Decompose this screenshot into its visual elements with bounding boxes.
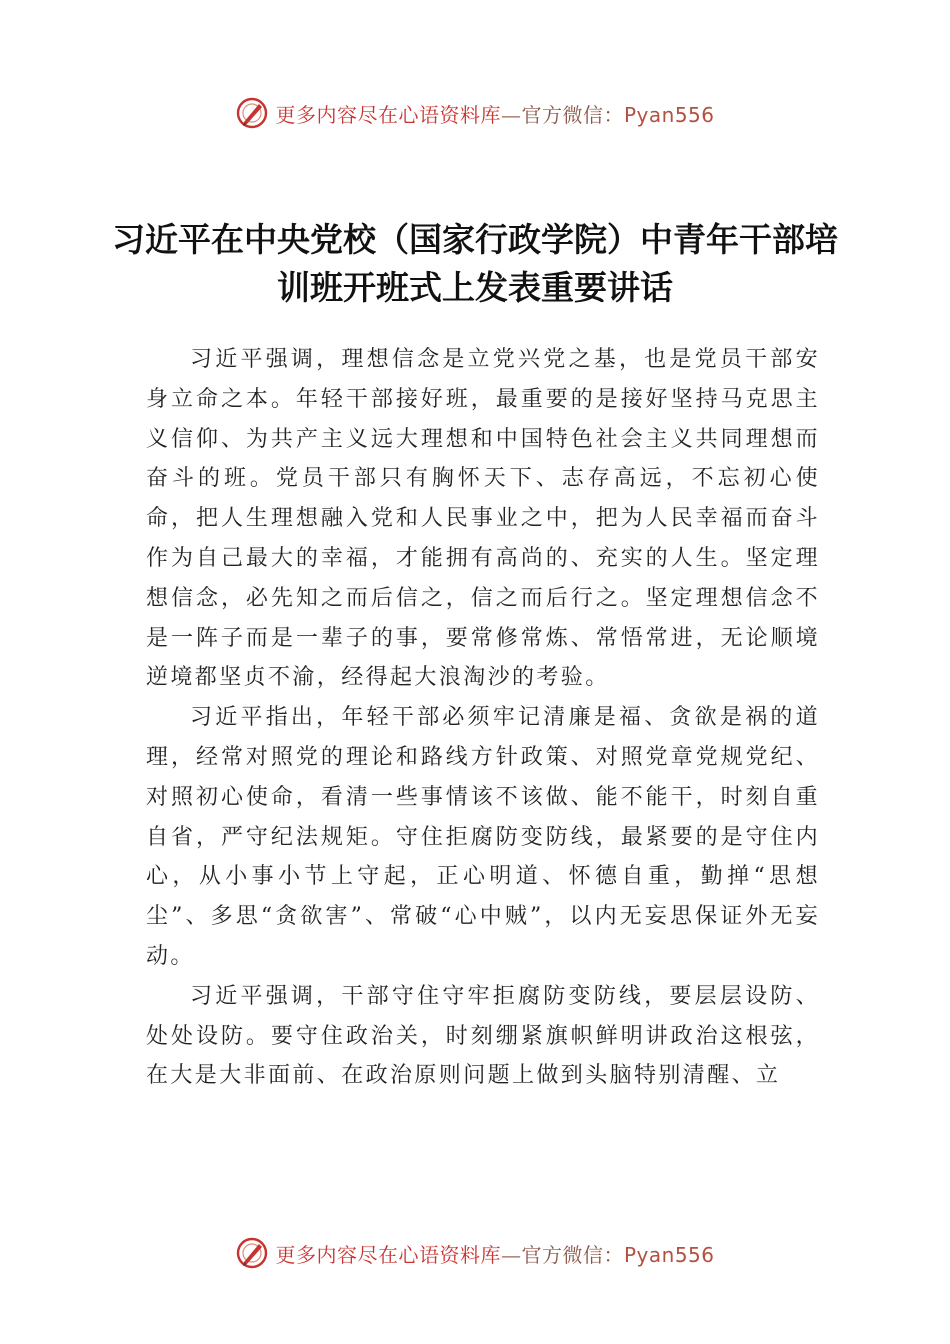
watermark-footer [0,1233,950,1273]
watermark-label: 官方微信： [521,1242,624,1267]
watermark-text [275,1239,714,1268]
watermark-separator: — [500,1242,522,1267]
watermark-wechat-id: Pyan556 [623,102,715,127]
document-title: 习近平在中央党校（国家行政学院）中青年干部培训班开班式上发表重要讲话 [112,220,838,307]
watermark-wechat-id: Pyan556 [623,1242,715,1267]
watermark-label: 官方微信： [521,102,624,127]
paragraph: 习近平指出，年轻干部必须牢记清廉是福、贪欲是祸的道理，经常对照党的理论和路线方针政策、对照党章党规党纪、对照初心使命，看清一些事情该不该做、能不能干，时刻自重自省，严守纪法规矩。守住拒腐防变防线，最紧要的是守住内心，从小事小节上守起，正心明道、怀德自重，勤掸“思想尘”、多思“贪欲害”、常破“心中贼”，以内无妄思保证外无妄动。 [146,705,820,969]
pen-logo-icon [235,1236,269,1270]
watermark-separator: — [500,102,522,127]
paragraph: 习近平强调，干部守住守牢拒腐防变防线，要层层设防、处处设防。要守住政治关，时刻绷紧旗帜鲜明讲政治这根弦，在大是大非面前、在政治原则问题上做到头脑特别清醒、立 [146,983,820,1089]
pen-logo-icon [235,96,269,130]
watermark-header [0,93,950,133]
paragraph: 习近平强调，理想信念是立党兴党之基，也是党员干部安身立命之本。年轻干部接好班，最重要的是接好坚持马克思主义信仰、为共产主义远大理想和中国特色社会主义共同理想而奋斗的班。党员干部只有胸怀天下、志存高远，不忘初心使命，把人生理想融入党和人民事业之中，把为人民幸福而奋斗作为自己最大的幸福，才能拥有高尚的、充实的人生。坚定理想信念，必先知之而后信之，信之而后行之。坚定理想信念不是一阵子而是一辈子的事，要常修常炼、常悟常进，无论顺境逆境都坚贞不渝，经得起大浪淘沙的考验。 [146,347,820,691]
watermark-main: 更多内容尽在心语资料库 [275,102,501,127]
watermark-main: 更多内容尽在心语资料库 [275,1242,501,1267]
watermark-text [275,99,714,128]
document-body [146,340,820,1096]
